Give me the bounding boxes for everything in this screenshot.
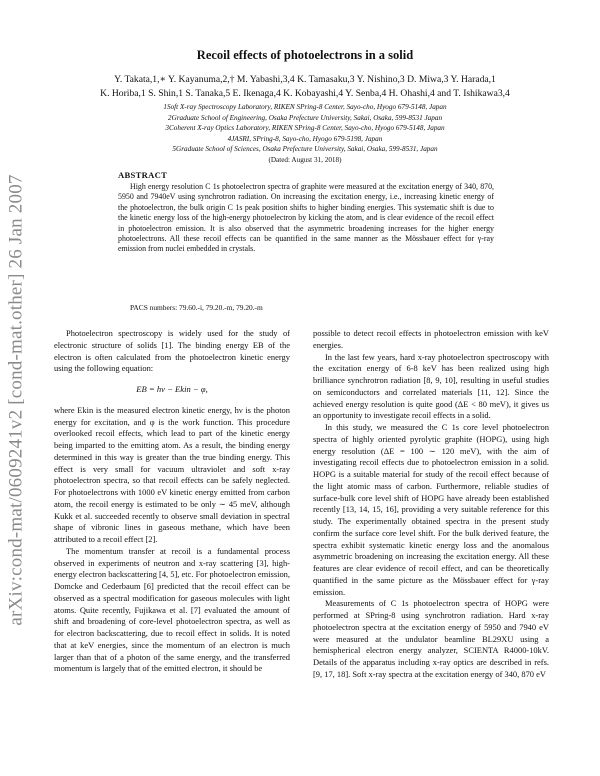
affiliation-3: 3Coherent X-ray Optics Laboratory, RIKEN SPring-8 Center, Sayo-cho, Hyogo 679-5148, Japan: [165, 124, 445, 133]
author-list: [64, 73, 546, 101]
affiliation-4: 4JASRI, SPring-8, Sayo-cho, Hyogo 679-5198, Japan: [227, 134, 383, 143]
arxiv-id-text: arXiv:cond-mat/0609241v2 [cond-mat.other] 26 Jan 2007: [6, 174, 28, 626]
right-paragraph-2: In the last few years, hard x-ray photoelectron spectroscopy with the excitation energy of 6-8 keV has been realized using high brilliance synchrotron radiation [8, 9, 10], resulting in useful studies on semiconductors and correlated materials [11, 12]. Since the achieved energy resolution is quite good (ΔE < 80 meV), it gives us an opportunity to investigate recoil effects in a solid.: [313, 351, 549, 421]
abstract-body: High energy resolution C 1s photoelectron spectra of graphite were measured at the excitation energy of 340, 870, 5950 and 7940eV using synchrotron radiation. On increasing the excitation energy, i.e., increasing kinetic energy of the photoelectron, the bulk origin C 1s peak position shifts to higher binding energies. This systematic shift is due to the kinetic energy loss of the high-energy photoelectron by kicking the atom, and is clear evidence of the recoil effect in photoelectron emission. It is also observed that the asymmetric broadening increases for the higher energy photoelectrons. All these recoil effects can be quantified in the same manner as the Mössbauer effect for γ-ray emission from nuclei embedded in crystals.: [118, 182, 494, 254]
right-column: [313, 328, 549, 681]
left-paragraph-2: where Ekin is the measured electron kinetic energy, hν is the photon energy for excitation, and φ is the work function. This procedure overlooked recoil effects, which lead to part of the kinetic energy being imparted to the emitting atom. As a result, the binding energy determined in this way is greater than the true binding energy. This effect is very small for vacuum ultraviolet and soft x-ray photoelectron spectra, so that recoil effects can be safely neglected. For photoelectrons with 1000 eV kinetic energy emitted from carbon atom, the recoil energy is estimated to be only ∼ 45 meV, although Kukk et al. succeeded recently to observe small deviation in spectral shape of vibronic lines in gaseous methane, which have been attributed to a recoil effect [2].: [54, 404, 290, 544]
left-paragraph-1: Photoelectron spectroscopy is widely used for the study of electronic structure of solids [1]. The binding energy EB of the electron is often calculated from the photoelectron kinetic energy using the following equation:: [54, 328, 290, 374]
affiliation-2: 2Graduate School of Engineering, Osaka Prefecture University, Sakai, Osaka, 599-8531 Japan: [167, 113, 443, 122]
dated-line: (Dated: August 31, 2018): [268, 155, 342, 164]
abstract-heading: ABSTRACT: [118, 170, 168, 180]
right-paragraph-3: In this study, we measured the C 1s core level photoelectron spectra of highly oriented pyrolytic graphite (HOPG), using high energy resolution (ΔE = 100 ∼ 120 meV), with the aim of investigating recoil effects due to photoelectron emission in a solid. HOPG is a suitable material for study of the recoil effect because of the light atomic mass of carbon. Furthermore, reliable studies of surface-bulk core level shift of HOPG have already been established recently [13, 14, 15, 16], providing a very suitable reference for this study. The experimentally obtained spectra in the present study confirm the surface core level shift. For the bulk derived feature, the spectra exhibit systematic kinetic energy loss and the anomalous asymmetric broadening on increasing the excitation energy. All these features are clear evidence of recoil effect, and can be theoretically quantified in the same picture as the Mössbauer effect for γ-ray emission.: [313, 422, 549, 597]
right-paragraph-4: Measurements of C 1s photoelectron spectra of HOPG were performed at SPring-8 using synchrotron radiation. Hard x-ray photoelectron spectra at the excitation energy of 5950 and 7940 eV were measured at the undulator beamline BL29XU using a hemispherical electron energy analyzer, SCIENTA R4000-10kV. Details of the apparatus including x-ray optics are described in refs. [9, 17, 18]. Soft x-ray spectra at the excitation energy of 340, 870 eV: [313, 598, 549, 679]
authors-line-2: K. Horiba,1 S. Shin,1 S. Tanaka,5 E. Ikenaga,4 K. Kobayashi,4 Y. Senba,4 H. Ohashi,4 and T. Ishikawa3,4: [100, 88, 510, 99]
left-column: [54, 328, 290, 675]
pacs-numbers: PACS numbers: 79.60.-i, 79.20.-m, 79.20.-m: [130, 303, 263, 312]
authors-line-1: Y. Takata,1,∗ Y. Kayanuma,2,† M. Yabashi,3,4 K. Tamasaku,3 Y. Nishino,3 D. Miwa,3 Y. Harada,1: [114, 74, 496, 85]
affiliation-1: 1Soft X-ray Spectroscopy Laboratory, RIKEN SPring-8 Center, Sayo-cho, Hyogo 679-5148, Japan: [163, 103, 447, 111]
affiliations: [64, 102, 546, 166]
right-paragraph-1: possible to detect recoil effects in photoelectron emission with keV energies.: [313, 328, 549, 350]
arxiv-identifier: [4, 140, 30, 660]
left-paragraph-3: The momentum transfer at recoil is a fundamental process observed in experiments of neutron and x-ray scattering [3], high-energy electron backscattering [4, 5], etc. For photoelectron emission, Domcke and Cederbaum [6] predicted that the recoil effect can be observed as a spectral modification for gaseous molecules with light atoms. Quite recently, Fujikawa et al. [7] evaluated the amount of shift and broadening of core-level photoelectron spectra, as well as for electron backscattering, due to recoil effect in solids. It is noted that at keV energies, since the momentum of an electron is much larger than that of a photon of the same energy, and the transferred momentum is largely that of the emitted electron, it should be: [54, 545, 291, 674]
paper-title: Recoil effects of photoelectrons in a solid: [196, 48, 414, 62]
affiliation-5: 5Graduate School of Sciences, Osaka Prefecture University, Sakai, Osaka, 599-8531, Japan: [172, 145, 438, 154]
binding-energy-equation: EB = hν − Ekin − φ,: [136, 384, 208, 394]
